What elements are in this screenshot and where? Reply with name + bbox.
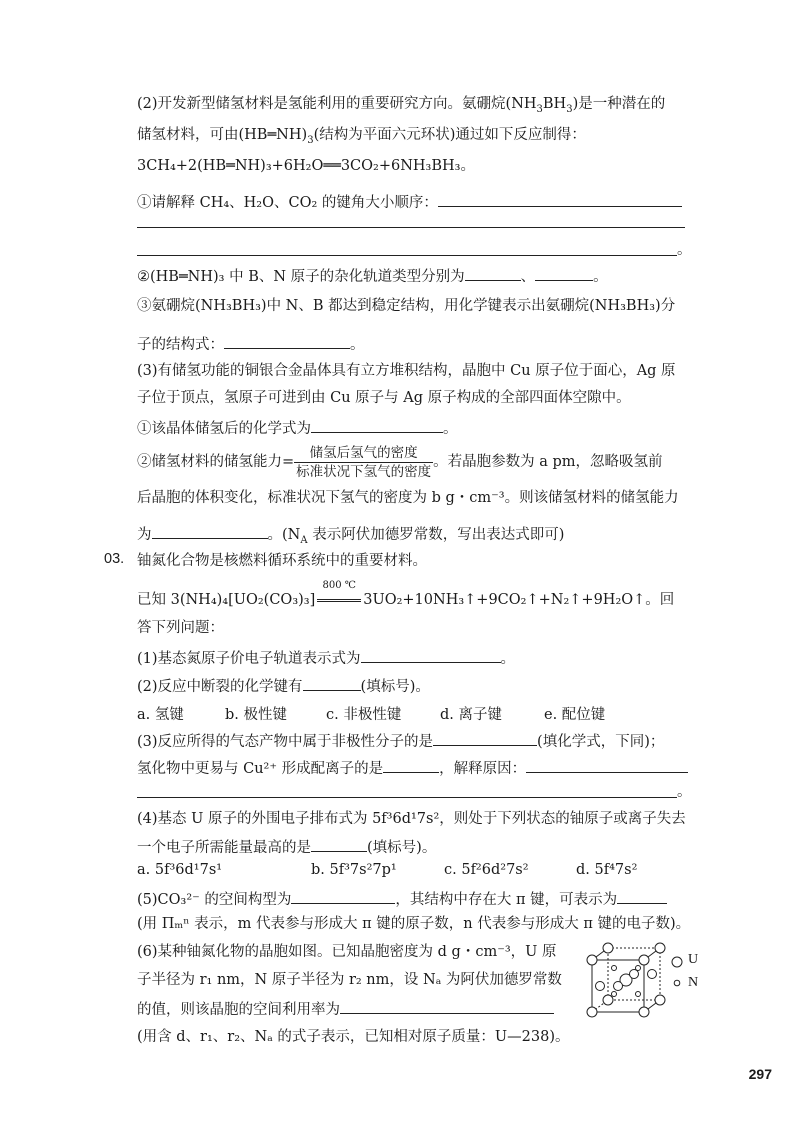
- option-c: c. 非极性键: [326, 707, 402, 723]
- option-c: c. 5f²6d²7s²: [444, 862, 529, 878]
- answer-blank[interactable]: [224, 333, 350, 349]
- q2-sub3b: 子的结构式： 。: [137, 333, 365, 355]
- q03-p6c: 的值，则该晶胞的空间利用率为: [137, 998, 554, 1020]
- q03-title: 铀氮化合物是核燃料循环系统中的重要材料。: [137, 553, 427, 569]
- q03-known: 已知 3(NH₄)₄[UO₂(CO₃)₃] 800 ℃ 3UO₂+10NH₃↑+9CO₂↑+N₂↑+9H₂O↑。回: [137, 580, 675, 608]
- option-a: a. 氢键: [137, 707, 184, 723]
- answer-blank[interactable]: [526, 757, 688, 773]
- option-b: b. 极性键: [225, 707, 287, 723]
- answer-blank[interactable]: [617, 888, 667, 904]
- capacity-fraction: $\frac{\text{储氢后氢气的密度}}{\text{标准状况下氢气的密度}}$: [296, 444, 432, 480]
- q03-p6b: 子半径为 r₁ nm，N 原子半径为 r₂ nm，设 Nₐ 为阿伏加德罗常数: [137, 972, 562, 988]
- answer-blank[interactable]: [535, 265, 593, 281]
- answer-blank[interactable]: [340, 998, 554, 1014]
- q3-sub2: ②储氢材料的储氢能力= $\frac{\text{储氢后氢气的密度}}{\text{标准状况下氢气的密度}}$ 。若晶胞参数为 a pm，忽略吸氢前: [137, 444, 663, 480]
- page-number: 297: [748, 1066, 772, 1082]
- q3-line4: 为 。($N_A$ 表示阿伏加德罗常数，写出表达式即可): [137, 523, 564, 545]
- q3-line2: 子位于顶点，氢原子可进到由 Cu 原子与 Ag 原子构成的全部四面体空隙中。: [137, 390, 631, 406]
- option-e: e. 配位键: [544, 707, 606, 723]
- answer-blank[interactable]: [291, 888, 395, 904]
- legend-u: U: [688, 952, 699, 967]
- question-number: 03.: [104, 551, 125, 567]
- answer-blank[interactable]: [361, 647, 501, 663]
- answer-blank[interactable]: [152, 523, 268, 539]
- q03-answer-prompt: 答下列问题：: [137, 620, 224, 636]
- answer-blank[interactable]: [303, 675, 361, 691]
- q03-p3a: (3)反应所得的气态产物中属于非极性分子的是 (填化学式，下同)；: [137, 730, 664, 752]
- q3-line1: (3)有储氢功能的铜银合金晶体具有立方堆积结构，晶胞中 Cu 原子位于面心，Ag 原: [137, 363, 676, 379]
- option-a: a. 5f³6d¹7s¹: [137, 862, 223, 878]
- answer-blank[interactable]: [383, 757, 439, 773]
- q03-p5b: (用 Πₘⁿ 表示，m 代表参与形成大 π 键的原子数，n 代表参与形成大 π 键的电子数)。: [137, 916, 691, 932]
- answer-blank[interactable]: [433, 730, 537, 746]
- q03-p4b: 一个电子所需能量最高的是 (填标号)。: [137, 836, 436, 858]
- option-b: b. 5f³7s²7p¹: [311, 862, 397, 878]
- answer-blank[interactable]: [137, 254, 677, 256]
- q03-p5a: (5)CO₃²⁻ 的空间构型为 ，其结构中存在大 π 键，可表示为: [137, 888, 667, 910]
- u-atom-legend-icon: [670, 955, 684, 969]
- n-atom-legend-icon: [672, 978, 682, 988]
- answer-blank[interactable]: [137, 226, 685, 228]
- answer-blank[interactable]: [311, 417, 443, 433]
- answer-blank[interactable]: [311, 836, 367, 852]
- q2-intro-line1: (2)开发新型储氢材料是氢能利用的重要研究方向。氨硼烷$(NH_3BH_3)$是一种潜在的: [137, 96, 666, 115]
- answer-blank[interactable]: [465, 265, 521, 281]
- q03-p4a: (4)基态 U 原子的外围电子排布式为 5f³6d¹7s²，则处于下列状态的铀原子或离子失去: [137, 811, 686, 827]
- q2-intro-line2: 储氢材料，可由$(HB═NH)_3$(结构为平面六元环状)通过如下反应制得：: [137, 127, 586, 146]
- period: 。: [677, 784, 692, 800]
- q03-p3b: 氢化物中更易与 Cu²⁺ 形成配离子的是 ，解释原因：: [137, 757, 688, 779]
- legend-n: N: [688, 975, 699, 990]
- option-d: d. 5f⁴7s²: [576, 862, 638, 878]
- q2-sub2: ②(HB═NH)₃ 中 B、N 原子的杂化轨道类型分别为 、 。: [137, 265, 608, 287]
- answer-blank[interactable]: [438, 191, 682, 207]
- q03-p1: (1)基态氮原子价电子轨道表示式为 。: [137, 647, 515, 669]
- q3-sub1: ①该晶体储氢后的化学式为 。: [137, 417, 458, 439]
- q03-p2: (2)反应中断裂的化学键有 (填标号)。: [137, 675, 430, 697]
- q2-sub1: ①请解释 CH₄、H₂O、CO₂ 的键角大小顺序：: [137, 191, 682, 213]
- q2-reaction: 3CH₄+2(HB═NH)₃+6H₂O══3CO₂+6NH₃BH₃。: [137, 158, 475, 174]
- q2-sub3a: ③氨硼烷(NH₃BH₃)中 N、B 都达到稳定结构，用化学键表示出氨硼烷(NH₃BH₃)分: [137, 298, 676, 314]
- period: 。: [677, 242, 692, 258]
- q03-p6d: (用含 d、r₁、r₂、Nₐ 的式子表示，已知相对原子质量：U—238)。: [137, 1029, 570, 1045]
- q03-p6a: (6)某种铀氮化物的晶胞如图。已知晶胞密度为 d g・cm⁻³，U 原: [137, 944, 557, 960]
- option-d: d. 离子键: [440, 707, 502, 723]
- q3-line3: 后晶胞的体积变化，标准状况下氢气的密度为 b g・cm⁻³。则该储氢材料的储氢能力: [137, 490, 679, 506]
- reaction-arrow: 800 ℃: [315, 590, 363, 610]
- crystal-cell-diagram: [584, 938, 666, 1030]
- answer-blank[interactable]: [137, 796, 677, 798]
